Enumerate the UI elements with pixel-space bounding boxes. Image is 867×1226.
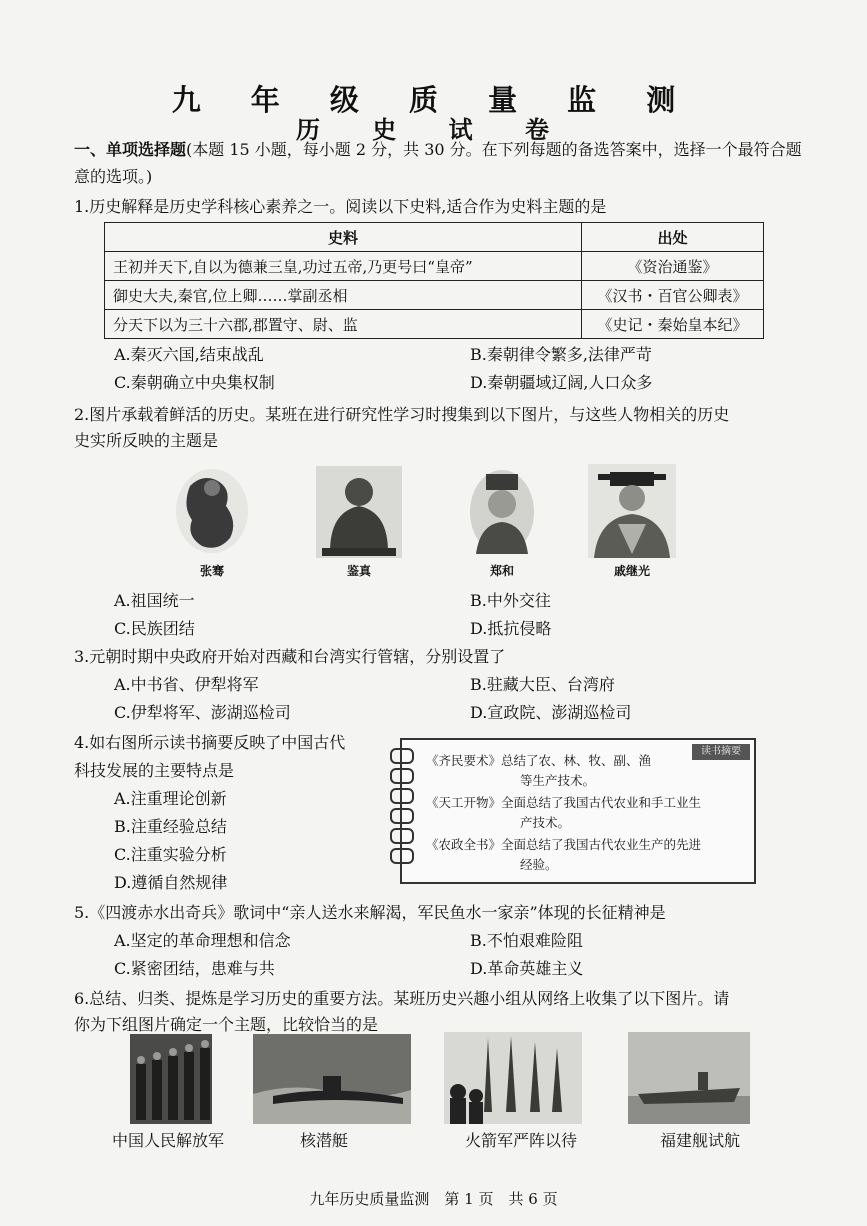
carrier-caption: 福建舰试航: [659, 1131, 740, 1150]
q3-option-c[interactable]: C.伊犁将军、澎湖巡检司: [114, 703, 291, 722]
table-header-row: [105, 223, 764, 252]
table-cell: 王初并天下,自以为德兼三皇,功过五帝,乃更号曰“皇帝”: [105, 252, 582, 281]
notebook-line: 产技术。: [520, 815, 571, 830]
exam-subtitle: 历 史 试 卷: [295, 116, 572, 144]
table-header: 出处: [582, 223, 764, 252]
nuclear-submarine-photo: [253, 1034, 411, 1124]
jianzhen-statue: [316, 466, 402, 558]
qi-jiguang-caption: 戚继光: [613, 564, 650, 578]
exam-title: 九 年 级 质 量 监 测: [171, 83, 696, 117]
pla-troops-photo: [130, 1034, 212, 1124]
q5-option-b[interactable]: B.不怕艰难险阻: [470, 931, 583, 950]
rocket-force-photo: [444, 1032, 582, 1124]
ring-icon: [390, 788, 414, 804]
q5-stem: 5.《四渡赤水出奇兵》歌词中“亲人送水来解渴，军民鱼水一家亲”体现的长征精神是: [74, 903, 666, 922]
submarine-caption: 核潜艇: [299, 1131, 348, 1150]
q1-option-d[interactable]: D.秦朝疆域辽阔,人口众多: [470, 373, 653, 392]
zheng-he-portrait: [468, 468, 536, 556]
q6-stem-line1: 6.总结、归类、提炼是学习历史的重要方法。某班历史兴趣小组从网络上收集了以下图片。请: [74, 989, 730, 1008]
page-footer: 九年历史质量监测 第 1 页 共 6 页: [309, 1190, 558, 1208]
notebook-line: 《天工开物》全面总结了我国古代农业和手工业生: [426, 795, 702, 810]
q3-option-d[interactable]: D.宣政院、澎湖巡检司: [470, 703, 632, 722]
ring-icon: [390, 808, 414, 824]
zhang-qian-caption: 张骞: [199, 564, 224, 578]
q3-option-a[interactable]: A.中书省、伊犁将军: [114, 675, 259, 694]
ring-icon: [390, 768, 414, 784]
section-instructions: [74, 136, 804, 190]
section-note: (本题 15 小题，每小题 2 分，共 30 分。在下列每题的备选答案中，选择一个最符合题意的选项。): [74, 140, 802, 186]
notebook-line: 《农政全书》全面总结了我国古代农业生产的先进: [426, 837, 702, 852]
q1-stem: 1.历史解释是历史学科核心素养之一。阅读以下史料,适合作为史料主题的是: [74, 197, 607, 216]
q1-option-b[interactable]: B.秦朝律令繁多,法律严苛: [470, 345, 652, 364]
pla-caption: 中国人民解放军: [111, 1131, 224, 1150]
table-row: [105, 281, 764, 310]
table-cell: 《汉书・百官公卿表》: [582, 281, 764, 310]
table-row: [105, 252, 764, 281]
notebook-line: 等生产技术。: [520, 773, 596, 788]
q2-option-a[interactable]: A.祖国统一: [114, 591, 195, 610]
q5-option-d[interactable]: D.革命英雄主义: [470, 959, 584, 978]
table-cell: 御史大夫,秦官,位上卿……掌副丞相: [105, 281, 582, 310]
q6-stem-line2: 你为下组图片确定一个主题，比较恰当的是: [74, 1015, 379, 1034]
table-cell: 《史记・秦始皇本纪》: [582, 310, 764, 339]
q5-option-a[interactable]: A.坚定的革命理想和信念: [114, 931, 291, 950]
notebook-line: 经验。: [520, 857, 558, 872]
q4-option-c[interactable]: C.注重实验分析: [114, 845, 227, 864]
table-cell: 分天下以为三十六郡,郡置守、尉、监: [105, 310, 582, 339]
q2-stem-line1: 2.图片承载着鲜活的历史。某班在进行研究性学习时搜集到以下图片，与这些人物相关的历史: [74, 405, 730, 424]
ring-icon: [390, 748, 414, 764]
rocket-force-caption: 火箭军严阵以待: [464, 1131, 577, 1150]
notebook-tag: 读书摘要: [692, 744, 750, 760]
q2-option-b[interactable]: B.中外交往: [470, 591, 551, 610]
q2-stem-line2: 史实所反映的主题是: [74, 431, 219, 450]
q2-option-c[interactable]: C.民族团结: [114, 619, 195, 638]
q5-option-c[interactable]: C.紧密团结，患难与共: [114, 959, 275, 978]
q1-source-table: [104, 222, 764, 339]
q3-stem: 3.元朝时期中央政府开始对西藏和台湾实行管辖，分别设置了: [74, 647, 506, 666]
ring-icon: [390, 848, 414, 864]
ring-icon: [390, 828, 414, 844]
q1-option-c[interactable]: C.秦朝确立中央集权制: [114, 373, 275, 392]
qi-jiguang-portrait: [588, 464, 676, 558]
q3-option-b[interactable]: B.驻藏大臣、台湾府: [470, 675, 615, 694]
q4-option-b[interactable]: B.注重经验总结: [114, 817, 227, 836]
q1-option-a[interactable]: A.秦灭六国,结束战乱: [114, 345, 264, 364]
q2-option-d[interactable]: D.抵抗侵略: [470, 619, 552, 638]
notebook-line: 《齐民要术》总结了农、林、牧、副、渔: [426, 753, 652, 768]
zheng-he-caption: 郑和: [489, 564, 514, 578]
jianzhen-caption: 鉴真: [346, 564, 371, 578]
q4-stem-line1: 4.如右图所示读书摘要反映了中国古代: [74, 733, 346, 752]
q4-option-d[interactable]: D.遵循自然规律: [114, 873, 228, 892]
table-cell: 《资治通鉴》: [582, 252, 764, 281]
zhang-qian-portrait: [172, 466, 252, 556]
fujian-carrier-photo: [628, 1032, 750, 1124]
section-heading: 一、单项选择题: [74, 140, 187, 159]
table-header: 史料: [105, 223, 582, 252]
table-row: [105, 310, 764, 339]
q4-option-a[interactable]: A.注重理论创新: [114, 789, 227, 808]
q4-stem-line2: 科技发展的主要特点是: [74, 761, 235, 780]
reading-notes-notebook: [400, 738, 756, 884]
